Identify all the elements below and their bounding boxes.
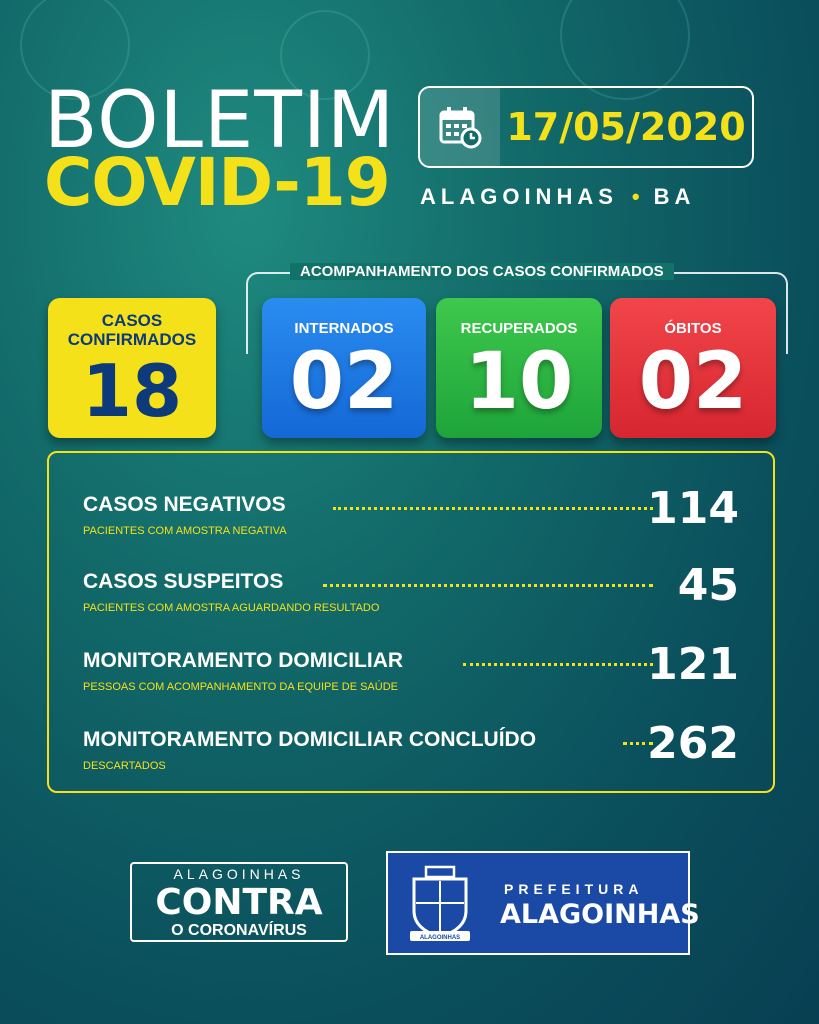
confirmed-label — [48, 312, 216, 349]
recovered-label: RECUPERADOS — [460, 320, 578, 337]
hospitalized-count: 02 — [289, 337, 399, 427]
city-name: ALAGOINHAS — [420, 184, 618, 209]
stat-row-home-monitoring — [83, 639, 739, 709]
bulletin-date: 17/05/2020 — [506, 105, 746, 149]
confirmed-label-line2: CONFIRMADOS — [67, 329, 197, 349]
location-separator: • — [631, 184, 640, 209]
hospitalized-card — [262, 298, 426, 438]
campaign-main: CONTRA — [155, 882, 323, 923]
stat-title: CASOS SUSPEITOS — [83, 570, 284, 593]
city-crest-icon — [406, 865, 474, 943]
stat-row-negative — [83, 483, 739, 553]
location — [420, 184, 760, 210]
stat-subtitle: PACIENTES COM AMOSTRA NEGATIVA — [83, 525, 287, 537]
calendar-icon — [420, 88, 500, 166]
campaign-logo — [130, 862, 348, 942]
stat-value: 45 — [677, 560, 739, 611]
bulletin-title: BOLETIM — [44, 76, 396, 166]
stats-panel — [47, 451, 775, 793]
covid-title: COVID-19 — [44, 144, 390, 221]
prefeitura-logo — [386, 851, 700, 955]
prefeitura-label: PREFEITURA — [504, 881, 644, 897]
deaths-card — [610, 298, 776, 438]
tracking-label: ACOMPANHAMENTO DOS CASOS CONFIRMADOS — [290, 263, 674, 280]
prefeitura-city: ALAGOINHAS — [500, 899, 700, 930]
stat-value: 121 — [647, 639, 739, 690]
stat-title: MONITORAMENTO DOMICILIAR — [83, 649, 404, 672]
confirmed-label-line1: CASOS — [101, 311, 163, 330]
state-name: BA — [653, 184, 696, 209]
campaign-sub: O CORONAVÍRUS — [171, 922, 307, 939]
stat-row-home-monitoring-completed — [83, 718, 739, 788]
confirmed-count: 18 — [81, 349, 183, 434]
confirmed-cases-card — [48, 298, 216, 438]
dotted-leader — [333, 507, 653, 510]
stat-value: 262 — [647, 718, 739, 769]
stat-title: MONITORAMENTO DOMICILIAR CONCLUÍDO — [83, 728, 537, 751]
date-box — [418, 86, 754, 168]
dotted-leader — [323, 584, 653, 587]
stat-value: 114 — [647, 483, 739, 534]
stat-title: CASOS NEGATIVOS — [83, 493, 286, 516]
crest-label: ALAGOINHAS — [419, 935, 461, 941]
campaign-city: ALAGOINHAS — [173, 866, 305, 882]
deaths-label: ÓBITOS — [664, 320, 722, 337]
virus-decoration — [560, 0, 690, 100]
deaths-count: 02 — [638, 337, 748, 427]
dotted-leader — [463, 663, 653, 666]
stat-row-suspected — [83, 560, 739, 630]
stat-subtitle: DESCARTADOS — [83, 760, 166, 772]
recovered-card — [436, 298, 602, 438]
recovered-count: 10 — [464, 337, 574, 427]
stat-subtitle: PACIENTES COM AMOSTRA AGUARDANDO RESULTADO — [83, 602, 380, 614]
stat-subtitle: PESSOAS COM ACOMPANHAMENTO DA EQUIPE DE SAÚDE — [83, 681, 398, 693]
hospitalized-label: INTERNADOS — [294, 320, 394, 337]
